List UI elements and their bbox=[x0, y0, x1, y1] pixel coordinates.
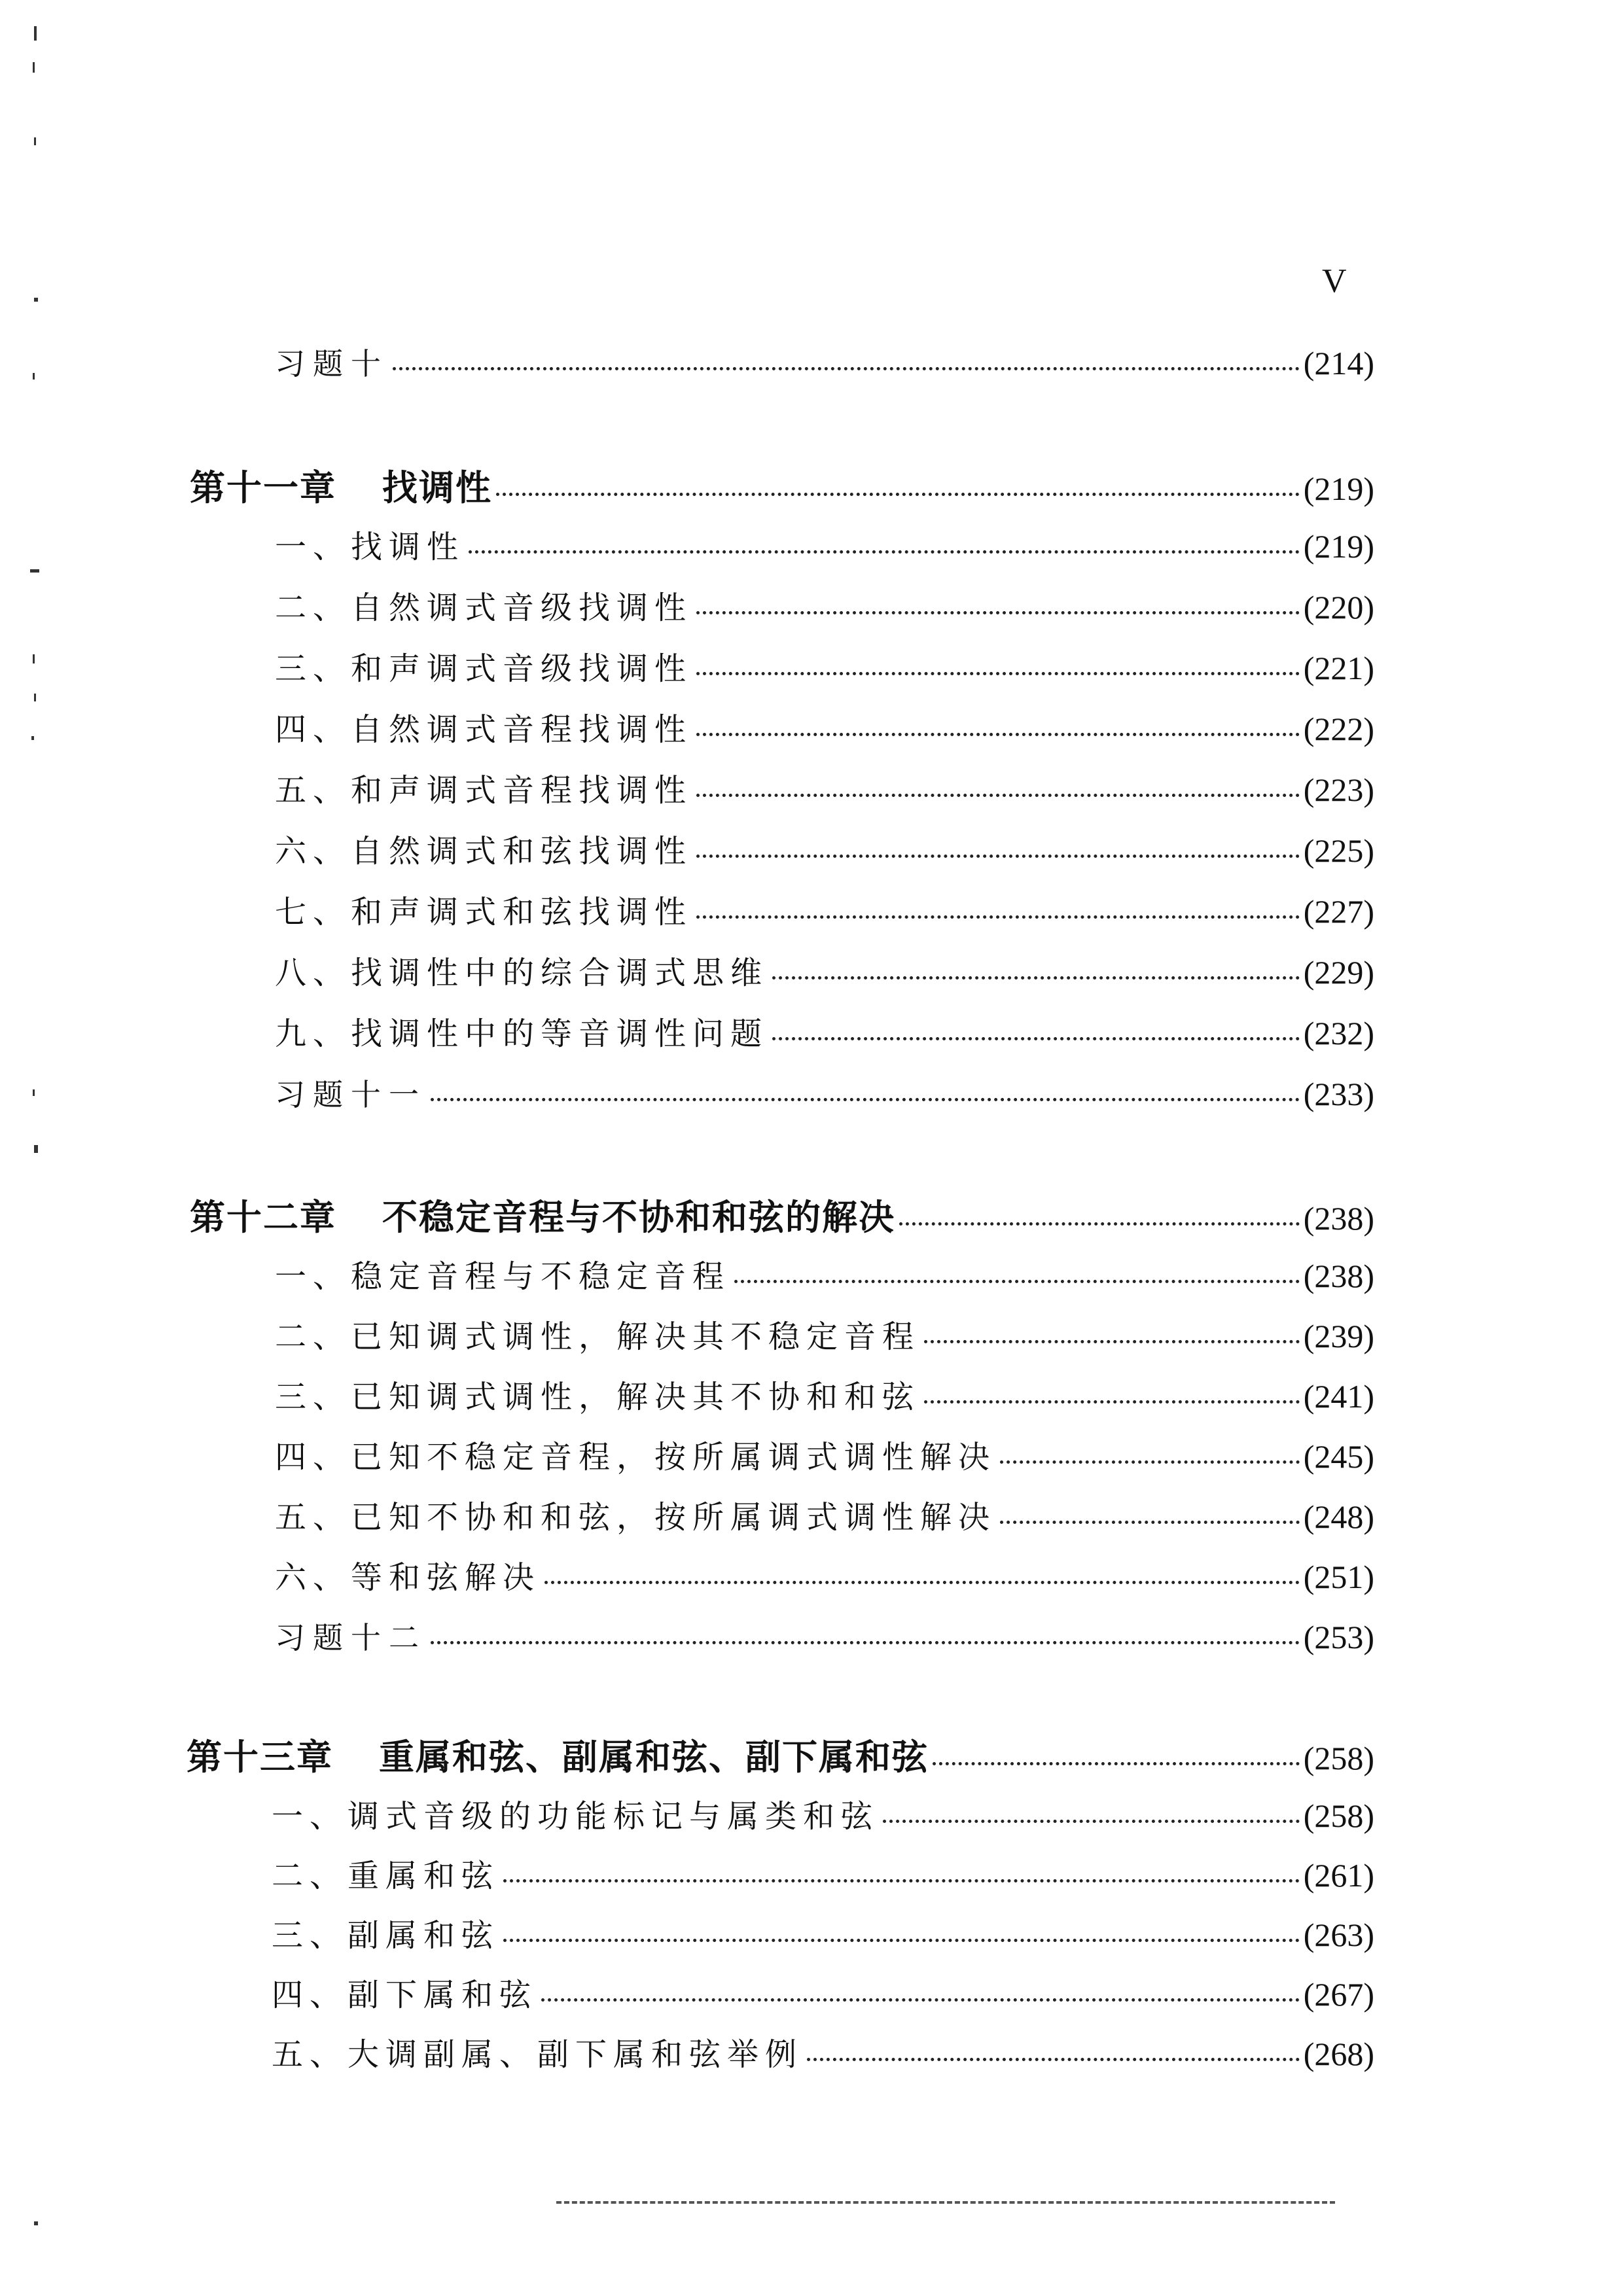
chapter-title-text: 不稳定音程与不协和和弦的解决 bbox=[382, 1196, 895, 1238]
scan-speck bbox=[34, 694, 36, 701]
toc-entry[interactable] bbox=[272, 2031, 1374, 2077]
toc-entry-label: 习题十一 bbox=[275, 1077, 427, 1112]
toc-entry-page: (238) bbox=[1303, 1258, 1374, 1294]
toc-entry-page: (268) bbox=[1303, 2036, 1374, 2072]
toc-entry[interactable] bbox=[275, 828, 1374, 874]
toc-entry-page: (258) bbox=[1303, 1797, 1374, 1834]
toc-chapter-11[interactable] bbox=[190, 465, 1374, 510]
scan-speck bbox=[34, 137, 36, 145]
scan-speck bbox=[33, 373, 35, 380]
dot-leader bbox=[696, 669, 1300, 675]
toc-entry-label: 五、大调副属、副下属和弦举例 bbox=[272, 2036, 804, 2073]
dot-leader bbox=[1000, 1518, 1300, 1524]
dot-leader bbox=[807, 2055, 1300, 2061]
toc-chapter-title bbox=[190, 465, 492, 510]
toc-entry[interactable] bbox=[275, 1373, 1374, 1419]
toc-entry-label: 二、已知调式调性，解决其不稳定音程 bbox=[275, 1318, 921, 1355]
scan-speck bbox=[33, 62, 35, 73]
toc-entry-label: 三、副属和弦 bbox=[272, 1917, 500, 1954]
toc-entry-page: (239) bbox=[1303, 1318, 1374, 1354]
toc-entry-page: (261) bbox=[1303, 1857, 1374, 1894]
toc-entry-label: 六、等和弦解决 bbox=[275, 1559, 541, 1596]
toc-entry[interactable] bbox=[275, 584, 1374, 630]
toc-entry-label: 四、副下属和弦 bbox=[272, 1977, 538, 2013]
toc-chapter-12[interactable] bbox=[190, 1194, 1374, 1240]
toc-entry[interactable] bbox=[272, 1793, 1374, 1839]
dot-leader bbox=[1000, 1458, 1300, 1464]
toc-entry-label: 四、已知不稳定音程，按所属调式调性解决 bbox=[275, 1439, 997, 1475]
dot-leader bbox=[696, 609, 1300, 614]
toc-entry[interactable] bbox=[275, 1313, 1374, 1359]
dot-leader bbox=[496, 490, 1300, 496]
toc-entry-exercise-12[interactable] bbox=[275, 1614, 1374, 1660]
toc-entry[interactable] bbox=[275, 1434, 1374, 1479]
page-number: V bbox=[1322, 262, 1347, 300]
toc-entry[interactable] bbox=[275, 1253, 1374, 1299]
dot-leader bbox=[696, 852, 1300, 858]
toc-entry-page: (267) bbox=[1303, 1976, 1374, 2013]
chapter-title-text: 重属和弦、副属和弦、副下属和弦 bbox=[379, 1736, 929, 1778]
dot-leader bbox=[696, 730, 1300, 736]
toc-entry[interactable] bbox=[275, 949, 1374, 995]
dot-leader bbox=[544, 1578, 1300, 1584]
dot-leader bbox=[772, 974, 1300, 980]
toc-entry-page: (258) bbox=[1303, 1740, 1374, 1776]
chapter-number: 第十三章 bbox=[187, 1736, 333, 1778]
toc-entry[interactable] bbox=[275, 706, 1374, 752]
toc-entry-label: 九、找调性中的等音调性问题 bbox=[275, 1016, 769, 1052]
toc-entry-page: (245) bbox=[1303, 1438, 1374, 1475]
toc-entry[interactable] bbox=[275, 1010, 1374, 1056]
toc-entry[interactable] bbox=[275, 645, 1374, 691]
toc-entry-page: (219) bbox=[1303, 528, 1374, 565]
toc-entry-label: 习题十 bbox=[275, 346, 389, 381]
toc-entry[interactable] bbox=[272, 1971, 1374, 2017]
dot-leader bbox=[469, 548, 1300, 554]
dot-leader bbox=[696, 791, 1300, 797]
toc-entry-page: (248) bbox=[1303, 1498, 1374, 1535]
toc-entry-page: (241) bbox=[1303, 1378, 1374, 1415]
toc-entry-label: 七、和声调式和弦找调性 bbox=[275, 894, 693, 930]
scan-speck bbox=[34, 2221, 38, 2225]
dot-leader bbox=[431, 1638, 1300, 1644]
toc-entry[interactable] bbox=[272, 1852, 1374, 1898]
toc-entry-page: (229) bbox=[1303, 954, 1374, 991]
toc-entry-label: 八、找调性中的综合调式思维 bbox=[275, 955, 769, 991]
toc-entry[interactable] bbox=[275, 523, 1374, 569]
toc-entry-page: (238) bbox=[1303, 1200, 1374, 1237]
toc-entry-label: 六、自然调式和弦找调性 bbox=[275, 833, 693, 870]
toc-entry-page: (214) bbox=[1303, 345, 1374, 381]
toc-entry-label: 一、找调性 bbox=[275, 529, 465, 565]
toc-entry[interactable] bbox=[272, 1912, 1374, 1958]
toc-entry-page: (227) bbox=[1303, 893, 1374, 930]
toc-entry-page: (263) bbox=[1303, 1916, 1374, 1953]
toc-chapter-title bbox=[187, 1734, 929, 1780]
toc-entry-exercise-11[interactable] bbox=[275, 1071, 1374, 1117]
toc-entry-page: (220) bbox=[1303, 589, 1374, 626]
toc-entry-label: 一、稳定音程与不稳定音程 bbox=[275, 1258, 731, 1295]
dot-leader bbox=[393, 364, 1300, 370]
toc-entry-label: 四、自然调式音程找调性 bbox=[275, 711, 693, 748]
toc-entry-label: 三、已知调式调性，解决其不协和和弦 bbox=[275, 1379, 921, 1415]
scan-speck bbox=[34, 298, 38, 302]
toc-entry-page: (253) bbox=[1303, 1619, 1374, 1655]
toc-entry[interactable] bbox=[275, 1494, 1374, 1540]
toc-entry-page: (223) bbox=[1303, 771, 1374, 808]
dot-leader bbox=[883, 1817, 1300, 1823]
dot-leader bbox=[933, 1759, 1300, 1765]
toc-entry-page: (222) bbox=[1303, 711, 1374, 747]
toc-entry-page: (225) bbox=[1303, 832, 1374, 869]
toc-entry-label: 二、重属和弦 bbox=[272, 1858, 500, 1894]
scan-speck bbox=[33, 1089, 35, 1096]
scan-speck bbox=[34, 26, 37, 41]
toc-chapter-title bbox=[190, 1194, 895, 1240]
scan-speck bbox=[30, 569, 39, 573]
toc-chapter-13[interactable] bbox=[187, 1734, 1374, 1780]
toc-entry-label: 二、自然调式音级找调性 bbox=[275, 590, 693, 626]
dot-leader bbox=[772, 1034, 1300, 1040]
dot-leader bbox=[431, 1095, 1300, 1101]
chapter-number: 第十二章 bbox=[190, 1196, 336, 1238]
dot-leader bbox=[541, 1996, 1300, 2002]
dot-leader bbox=[924, 1337, 1300, 1343]
bottom-scan-line bbox=[556, 2199, 1335, 2204]
chapter-title-text: 找调性 bbox=[382, 467, 492, 508]
scan-speck bbox=[31, 736, 34, 740]
toc-entry-page: (221) bbox=[1303, 650, 1374, 686]
dot-leader bbox=[503, 1936, 1300, 1942]
dot-leader bbox=[734, 1277, 1300, 1283]
toc-entry[interactable] bbox=[275, 1554, 1374, 1600]
toc-entry-label: 三、和声调式音级找调性 bbox=[275, 650, 693, 687]
toc-entry-label: 五、和声调式音程找调性 bbox=[275, 772, 693, 809]
scan-speck bbox=[34, 1145, 38, 1153]
dot-leader bbox=[924, 1398, 1300, 1404]
toc-entry-label: 五、已知不协和和弦，按所属调式调性解决 bbox=[275, 1499, 997, 1536]
dot-leader bbox=[899, 1220, 1300, 1226]
dot-leader bbox=[503, 1877, 1300, 1882]
toc-entry-exercise-10[interactable] bbox=[275, 340, 1374, 386]
toc-entry-page: (232) bbox=[1303, 1015, 1374, 1051]
scan-speck bbox=[33, 654, 35, 663]
toc-entry-label: 习题十二 bbox=[275, 1620, 427, 1655]
toc-entry[interactable] bbox=[275, 889, 1374, 934]
toc-entry-label: 一、调式音级的功能标记与属类和弦 bbox=[272, 1798, 880, 1835]
toc-entry-page: (251) bbox=[1303, 1559, 1374, 1595]
toc-entry-page: (233) bbox=[1303, 1076, 1374, 1112]
toc-entry[interactable] bbox=[275, 767, 1374, 813]
chapter-number: 第十一章 bbox=[190, 467, 336, 508]
dot-leader bbox=[696, 913, 1300, 919]
toc-entry-page: (219) bbox=[1303, 470, 1374, 507]
